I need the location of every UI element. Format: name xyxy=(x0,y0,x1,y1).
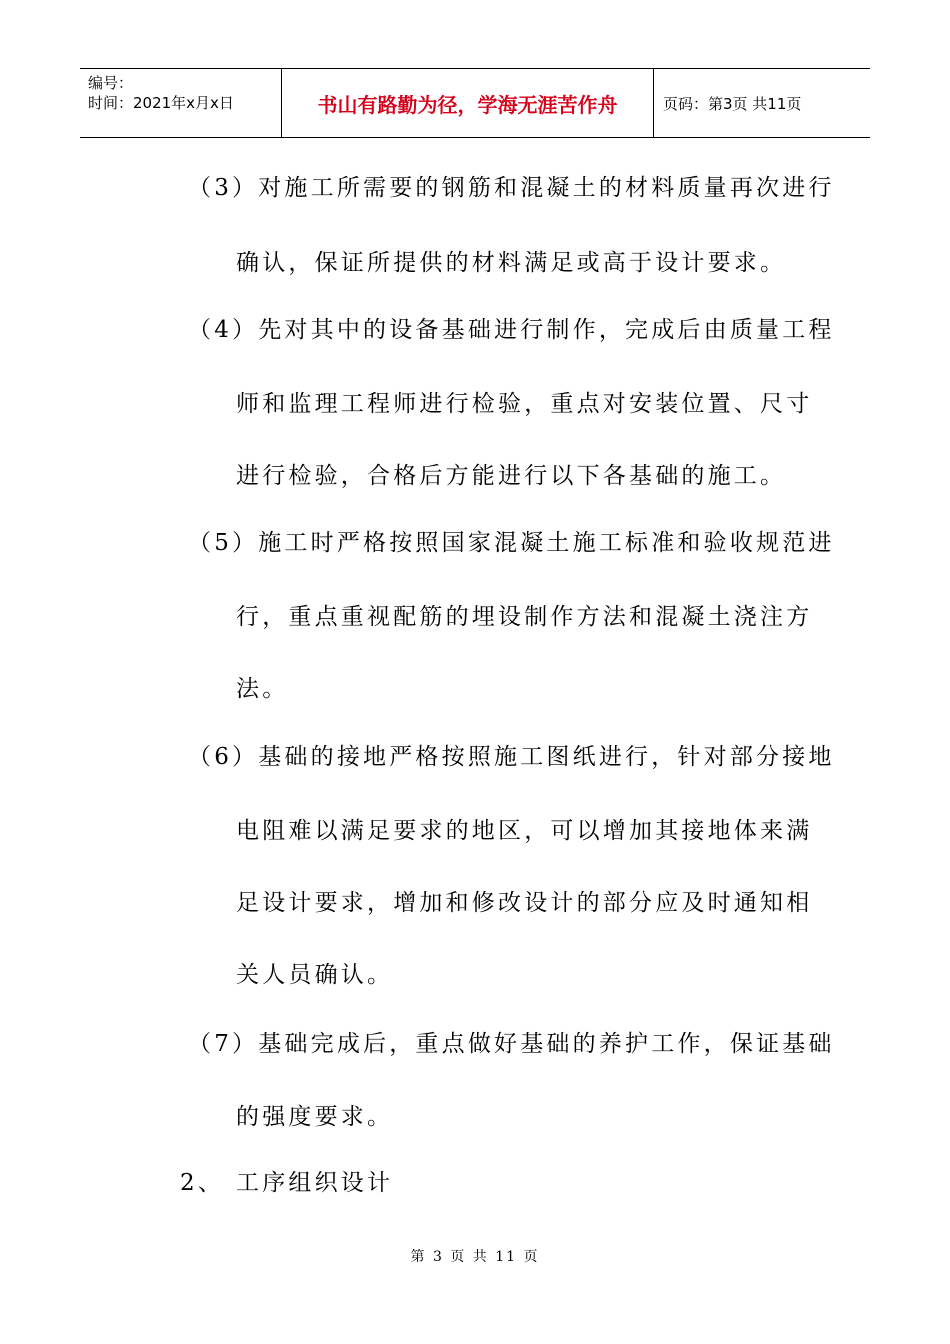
header-page-info-cell xyxy=(654,69,870,137)
body-line: （6）基础的接地严格按照施工图纸进行，针对部分接地 xyxy=(188,744,835,770)
body-line: 关人员确认。 xyxy=(236,962,394,988)
section-number: 2、 xyxy=(180,1170,225,1196)
header-motto: 书山有路勤为径，学海无涯苦作舟 xyxy=(282,69,654,137)
body-line: 足设计要求，增加和修改设计的部分应及时通知相 xyxy=(236,890,813,916)
body-line: 确认，保证所提供的材料满足或高于设计要求。 xyxy=(236,250,787,276)
header-meta-cell xyxy=(80,69,282,137)
body-line: 师和监理工程师进行检验，重点对安装位置、尺寸 xyxy=(236,391,813,417)
document-number-label: 编号： xyxy=(88,74,134,92)
section-title: 工序组织设计 xyxy=(236,1170,394,1196)
body-line: （7）基础完成后，重点做好基础的养护工作，保证基础 xyxy=(188,1031,835,1057)
body-line: （3）对施工所需要的钢筋和混凝土的材料质量再次进行 xyxy=(188,175,835,201)
body-line: 行，重点重视配筋的埋设制作方法和混凝土浇注方 xyxy=(236,604,813,630)
body-line: 的强度要求。 xyxy=(236,1104,394,1130)
header-page-info: 页码：第3页 共11页 xyxy=(663,95,802,113)
body-line: 法。 xyxy=(236,676,289,702)
body-line: （5）施工时严格按照国家混凝土施工标准和验收规范进 xyxy=(188,530,835,556)
page-header xyxy=(80,68,870,138)
document-date-label: 时间：2021年x月x日 xyxy=(88,94,234,112)
body-line: 进行检验，合格后方能进行以下各基础的施工。 xyxy=(236,463,787,489)
page-footer: 第 3 页 共 11 页 xyxy=(410,1249,540,1265)
body-line: （4）先对其中的设备基础进行制作，完成后由质量工程 xyxy=(188,317,835,343)
body-line: 电阻难以满足要求的地区，可以增加其接地体来满 xyxy=(236,818,813,844)
